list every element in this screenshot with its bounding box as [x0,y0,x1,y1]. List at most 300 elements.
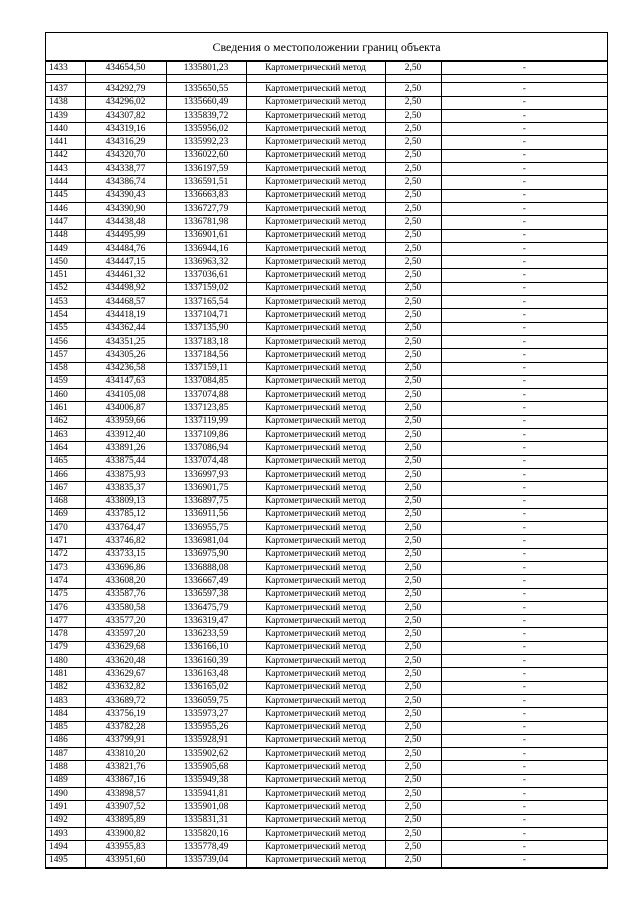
accuracy: 2,50 [385,176,441,189]
y-coordinate: 1336166,10 [166,641,246,654]
table-row [46,402,607,415]
accuracy: 2,50 [385,375,441,388]
x-coordinate: 433821,76 [85,761,166,774]
point-number: 1469 [46,508,85,521]
x-coordinate: 434316,29 [85,136,166,149]
method: Картометрический метод [246,282,385,295]
method: Картометрический метод [246,561,385,574]
accuracy: 2,50 [385,801,441,814]
method: Картометрический метод [246,109,385,122]
accuracy: 2,50 [385,694,441,707]
x-coordinate: 433875,44 [85,455,166,468]
x-coordinate: 433867,16 [85,774,166,787]
point-number: 1468 [46,495,85,508]
method: Картометрический метод [246,668,385,681]
table-row [46,269,607,282]
x-coordinate: 434105,08 [85,389,166,402]
description: - [441,694,607,707]
description: - [441,216,607,229]
y-coordinate: 1335992,23 [166,136,246,149]
point-number: 1494 [46,841,85,854]
method: Картометрический метод [246,548,385,561]
method: Картометрический метод [246,655,385,668]
y-coordinate: 1336319,47 [166,615,246,628]
method: Картометрический метод [246,854,385,867]
y-coordinate: 1336897,75 [166,495,246,508]
accuracy: 2,50 [385,389,441,402]
x-coordinate: 433597,20 [85,628,166,641]
x-coordinate: 434307,82 [85,109,166,122]
y-coordinate: 1337184,56 [166,349,246,362]
x-coordinate: 433580,58 [85,601,166,614]
point-number: 1453 [46,296,85,309]
table-row [46,216,607,229]
y-coordinate: 1336022,60 [166,149,246,162]
table-row [46,109,607,122]
y-coordinate: 1337159,11 [166,362,246,375]
x-coordinate: 433875,93 [85,468,166,481]
y-coordinate: 1337123,85 [166,402,246,415]
method: Картометрический метод [246,508,385,521]
y-coordinate: 1336981,04 [166,535,246,548]
accuracy: 2,50 [385,814,441,827]
accuracy: 2,50 [385,854,441,867]
point-number: 1476 [46,601,85,614]
accuracy: 2,50 [385,508,441,521]
y-coordinate: 1336955,75 [166,522,246,535]
description: - [441,96,607,109]
y-coordinate: 1335901,08 [166,801,246,814]
point-number: 1488 [46,761,85,774]
y-coordinate: 1336597,38 [166,588,246,601]
y-coordinate: 1335973,27 [166,708,246,721]
point-number: 1475 [46,588,85,601]
accuracy: 2,50 [385,83,441,96]
point-number: 1448 [46,229,85,242]
table-row [46,322,607,335]
point-number: 1495 [46,854,85,867]
x-coordinate: 434390,90 [85,202,166,215]
y-coordinate: 1335941,81 [166,788,246,801]
point-number: 1466 [46,468,85,481]
method: Картометрический метод [246,827,385,840]
accuracy: 2,50 [385,442,441,455]
point-number: 1479 [46,641,85,654]
accuracy: 2,50 [385,681,441,694]
description: - [441,601,607,614]
y-coordinate: 1335956,02 [166,123,246,136]
x-coordinate: 433608,20 [85,575,166,588]
description: - [441,455,607,468]
point-number: 1474 [46,575,85,588]
table-row [46,508,607,521]
method: Картометрический метод [246,694,385,707]
point-number: 1480 [46,655,85,668]
x-coordinate: 434006,87 [85,402,166,415]
table-row [46,681,607,694]
x-coordinate: 433951,60 [85,854,166,867]
method: Картометрический метод [246,721,385,734]
y-coordinate: 1337036,61 [166,269,246,282]
method: Картометрический метод [246,575,385,588]
table-row [46,694,607,707]
x-coordinate: 433912,40 [85,429,166,442]
accuracy: 2,50 [385,415,441,428]
description: - [441,415,607,428]
x-coordinate: 433764,47 [85,522,166,535]
coordinates-table [46,61,607,868]
point-number: 1489 [46,774,85,787]
method: Картометрический метод [246,269,385,282]
x-coordinate: 434319,16 [85,123,166,136]
accuracy: 2,50 [385,841,441,854]
table-row [46,442,607,455]
point-number: 1467 [46,482,85,495]
x-coordinate: 433629,67 [85,668,166,681]
description: - [441,588,607,601]
x-coordinate: 433898,57 [85,788,166,801]
x-coordinate: 434292,79 [85,83,166,96]
x-coordinate: 433733,15 [85,548,166,561]
description: - [441,615,607,628]
y-coordinate: 1336963,32 [166,256,246,269]
accuracy: 2,50 [385,349,441,362]
table-row [46,615,607,628]
point-number: 1442 [46,149,85,162]
y-coordinate: 1336901,75 [166,482,246,495]
point-number: 1440 [46,123,85,136]
accuracy: 2,50 [385,189,441,202]
description: - [441,309,607,322]
point-number: 1454 [46,309,85,322]
table-row [46,202,607,215]
accuracy: 2,50 [385,774,441,787]
description: - [441,708,607,721]
x-coordinate: 434484,76 [85,242,166,255]
y-coordinate: 1337159,02 [166,282,246,295]
point-number: 1451 [46,269,85,282]
description: - [441,375,607,388]
accuracy: 2,50 [385,748,441,761]
method: Картометрический метод [246,256,385,269]
x-coordinate: 434438,48 [85,216,166,229]
x-coordinate: 433895,89 [85,814,166,827]
description: - [441,641,607,654]
table-row [46,788,607,801]
method: Картометрический метод [246,681,385,694]
accuracy: 2,50 [385,468,441,481]
method: Картометрический метод [246,136,385,149]
method: Картометрический метод [246,322,385,335]
table-row [46,841,607,854]
point-number: 1478 [46,628,85,641]
point-number: 1446 [46,202,85,215]
point-number: 1473 [46,561,85,574]
method: Картометрический метод [246,229,385,242]
table-row [46,748,607,761]
point-number: 1445 [46,189,85,202]
accuracy: 2,50 [385,202,441,215]
accuracy: 2,50 [385,149,441,162]
description: - [441,721,607,734]
method: Картометрический метод [246,415,385,428]
point-number: 1464 [46,442,85,455]
y-coordinate: 1336911,56 [166,508,246,521]
table-row [46,827,607,840]
description: - [441,628,607,641]
description: - [441,202,607,215]
x-coordinate: 433907,52 [85,801,166,814]
y-coordinate: 1335831,31 [166,814,246,827]
method: Картометрический метод [246,468,385,481]
description: - [441,189,607,202]
method: Картометрический метод [246,309,385,322]
x-coordinate: 434305,26 [85,349,166,362]
x-coordinate: 434468,57 [85,296,166,309]
x-coordinate: 433756,19 [85,708,166,721]
x-coordinate: 433799,91 [85,734,166,747]
description: - [441,402,607,415]
method: Картометрический метод [246,801,385,814]
point-number: 1471 [46,535,85,548]
description: - [441,734,607,747]
x-coordinate: 434654,50 [85,62,166,75]
description: - [441,668,607,681]
description: - [441,62,607,75]
point-number: 1462 [46,415,85,428]
point-number: 1449 [46,242,85,255]
description: - [441,123,607,136]
description: - [441,296,607,309]
accuracy: 2,50 [385,242,441,255]
table-row [46,136,607,149]
y-coordinate: 1335905,68 [166,761,246,774]
description: - [441,482,607,495]
table-row [46,721,607,734]
table-row [46,176,607,189]
table-row [46,468,607,481]
accuracy: 2,50 [385,734,441,747]
table-row [46,575,607,588]
description: - [441,814,607,827]
table-row [46,163,607,176]
description: - [441,163,607,176]
point-number: 1481 [46,668,85,681]
method: Картометрический метод [246,189,385,202]
description: - [441,854,607,867]
description: - [441,362,607,375]
table-row [46,62,607,75]
x-coordinate: 434461,32 [85,269,166,282]
description: - [441,349,607,362]
y-coordinate: 1337086,94 [166,442,246,455]
method: Картометрический метод [246,442,385,455]
point-number: 1437 [46,83,85,96]
description: - [441,508,607,521]
description: - [441,229,607,242]
x-coordinate: 434447,15 [85,256,166,269]
table-row [46,296,607,309]
description: - [441,522,607,535]
table-row [46,495,607,508]
table-row [46,455,607,468]
point-number: 1452 [46,282,85,295]
method: Картометрический метод [246,774,385,787]
y-coordinate: 1335928,91 [166,734,246,747]
method: Картометрический метод [246,402,385,415]
table-row [46,761,607,774]
point-number: 1484 [46,708,85,721]
table-row [46,309,607,322]
accuracy: 2,50 [385,535,441,548]
y-coordinate: 1335801,23 [166,62,246,75]
y-coordinate: 1336727,79 [166,202,246,215]
accuracy: 2,50 [385,708,441,721]
table-row [46,522,607,535]
x-coordinate: 434495,99 [85,229,166,242]
method: Картометрический метод [246,628,385,641]
description: - [441,468,607,481]
x-coordinate: 434351,25 [85,335,166,348]
description: - [441,575,607,588]
method: Картометрический метод [246,335,385,348]
y-coordinate: 1336975,90 [166,548,246,561]
point-number: 1433 [46,62,85,75]
y-coordinate: 1336163,48 [166,668,246,681]
y-coordinate: 1336059,75 [166,694,246,707]
description: - [441,322,607,335]
description: - [441,495,607,508]
description: - [441,282,607,295]
accuracy: 2,50 [385,788,441,801]
method: Картометрический метод [246,149,385,162]
table-row [46,256,607,269]
table-row [46,362,607,375]
accuracy: 2,50 [385,309,441,322]
description: - [441,841,607,854]
page-title: Сведения о местоположении границ объекта [46,33,607,61]
table-row [46,734,607,747]
table-row [46,774,607,787]
table-row [46,429,607,442]
description: - [441,561,607,574]
point-number: 1491 [46,801,85,814]
point-number: 1459 [46,375,85,388]
x-coordinate: 433809,13 [85,495,166,508]
method: Картометрический метод [246,601,385,614]
point-number: 1450 [46,256,85,269]
accuracy: 2,50 [385,522,441,535]
y-coordinate: 1335902,62 [166,748,246,761]
method: Картометрический метод [246,455,385,468]
x-coordinate: 433629,68 [85,641,166,654]
method: Картометрический метод [246,734,385,747]
point-number: 1482 [46,681,85,694]
x-coordinate: 434147,63 [85,375,166,388]
description: - [441,136,607,149]
y-coordinate: 1337119,99 [166,415,246,428]
accuracy: 2,50 [385,335,441,348]
point-number: 1443 [46,163,85,176]
accuracy: 2,50 [385,229,441,242]
y-coordinate: 1335820,16 [166,827,246,840]
table-row [46,83,607,96]
y-coordinate: 1336233,59 [166,628,246,641]
description: - [441,655,607,668]
x-coordinate: 433632,82 [85,681,166,694]
description: - [441,176,607,189]
y-coordinate: 1337109,86 [166,429,246,442]
accuracy: 2,50 [385,561,441,574]
accuracy: 2,50 [385,96,441,109]
method: Картометрический метод [246,296,385,309]
method: Картометрический метод [246,96,385,109]
point-number: 1458 [46,362,85,375]
table-row [46,96,607,109]
x-coordinate: 434418,19 [85,309,166,322]
table-row [46,814,607,827]
description: - [441,442,607,455]
x-coordinate: 433835,37 [85,482,166,495]
accuracy: 2,50 [385,136,441,149]
point-number: 1472 [46,548,85,561]
accuracy: 2,50 [385,256,441,269]
y-coordinate: 1335739,04 [166,854,246,867]
y-coordinate: 1337183,18 [166,335,246,348]
y-coordinate: 1336901,61 [166,229,246,242]
x-coordinate: 434320,70 [85,149,166,162]
y-coordinate: 1336781,98 [166,216,246,229]
table-row [46,242,607,255]
table-row [46,149,607,162]
method: Картометрический метод [246,176,385,189]
y-coordinate: 1337084,85 [166,375,246,388]
point-number: 1457 [46,349,85,362]
y-coordinate: 1335778,49 [166,841,246,854]
method: Картометрический метод [246,588,385,601]
y-coordinate: 1335955,26 [166,721,246,734]
description: - [441,109,607,122]
method: Картометрический метод [246,62,385,75]
table-row [46,123,607,136]
x-coordinate: 433810,20 [85,748,166,761]
method: Картометрический метод [246,522,385,535]
method: Картометрический метод [246,814,385,827]
accuracy: 2,50 [385,429,441,442]
y-coordinate: 1337074,48 [166,455,246,468]
description: - [441,242,607,255]
point-number: 1490 [46,788,85,801]
method: Картометрический метод [246,641,385,654]
x-coordinate: 434390,43 [85,189,166,202]
method: Картометрический метод [246,362,385,375]
point-number: 1463 [46,429,85,442]
description: - [441,761,607,774]
x-coordinate: 433891,26 [85,442,166,455]
table-row [46,561,607,574]
y-coordinate: 1337104,71 [166,309,246,322]
description: - [441,429,607,442]
method: Картометрический метод [246,242,385,255]
table-row [46,282,607,295]
document-frame [45,32,608,869]
accuracy: 2,50 [385,163,441,176]
point-number: 1460 [46,389,85,402]
point-number: 1444 [46,176,85,189]
table-row [46,601,607,614]
coordinates-table-body [46,62,607,868]
point-number: 1493 [46,827,85,840]
